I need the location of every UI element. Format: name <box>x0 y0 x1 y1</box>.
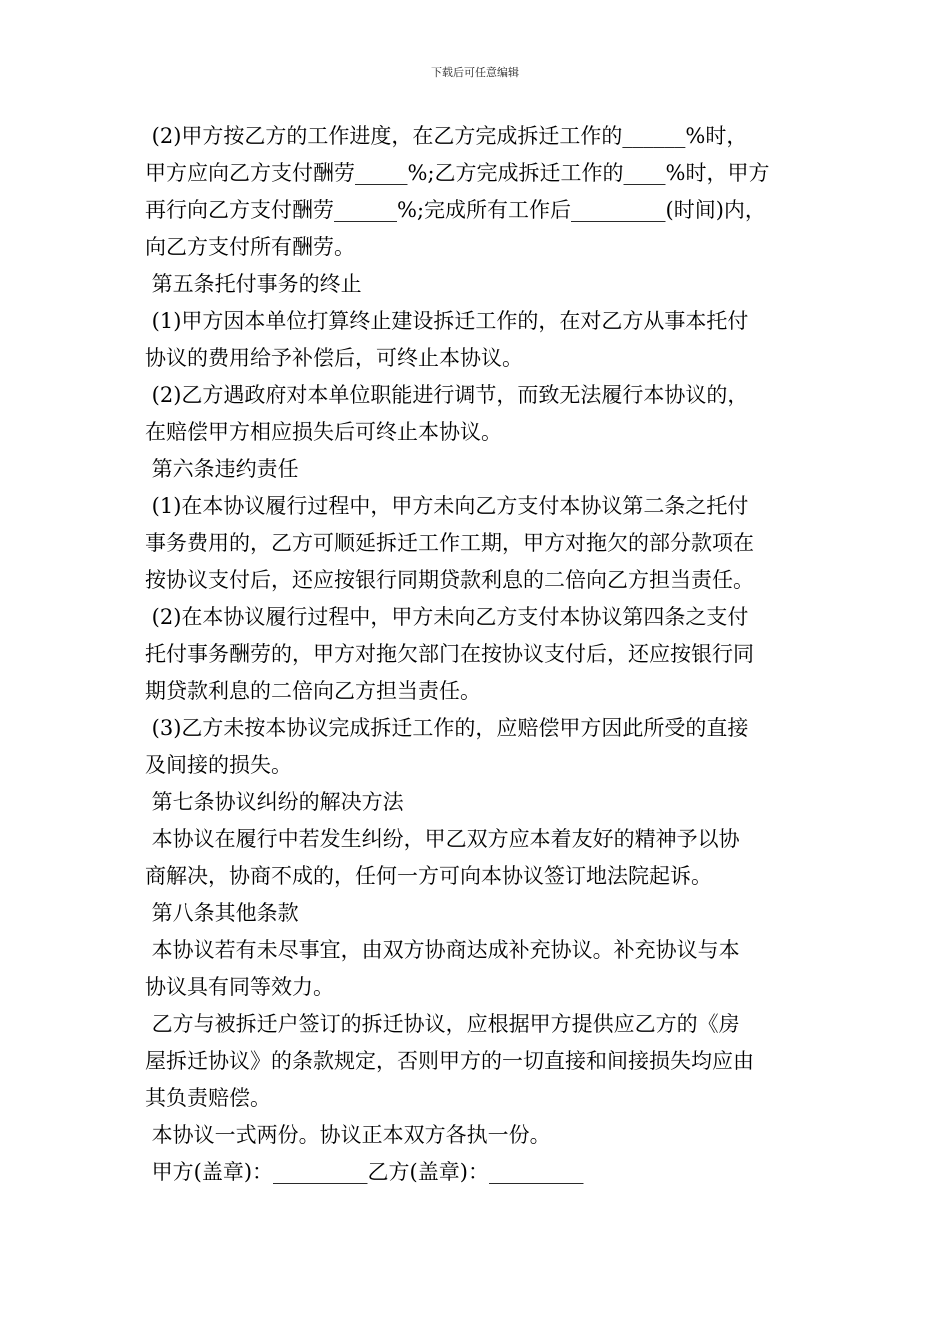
signature-line: 甲方(盖章)：_________乙方(盖章)：_________ <box>145 1160 584 1184</box>
clause-line: 托付事务酬劳的，甲方对拖欠部门在按协议支付后，还应按银行同 <box>145 642 754 666</box>
clause-line: 商解决，协商不成的，任何一方可向本协议签订地法院起诉。 <box>145 864 712 888</box>
clause-line: 屋拆迁协议》的条款规定，否则甲方的一切直接和间接损失均应由 <box>145 1049 754 1073</box>
clause-line: 本协议若有未尽事宜，由双方协商达成补充协议。补充协议与本 <box>145 938 740 962</box>
article-heading: 第八条其他条款 <box>145 901 299 925</box>
clause-line: 协议具有同等效力。 <box>145 975 334 999</box>
article-heading: 第五条托付事务的终止 <box>145 272 362 296</box>
clause-line: 及间接的损失。 <box>145 753 292 777</box>
clause-line: 甲方应向乙方支付酬劳_____%;乙方完成拆迁工作的____%时，甲方 <box>145 161 770 185</box>
clause-line: (1)甲方因本单位打算终止建设拆迁工作的，在对乙方从事本托付 <box>145 309 749 333</box>
clause-line: 向乙方支付所有酬劳。 <box>145 235 355 259</box>
clause-line: 本协议一式两份。协议正本双方各执一份。 <box>145 1123 551 1147</box>
clause-line: 按协议支付后，还应按银行同期贷款利息的二倍向乙方担当责任。 <box>145 568 754 592</box>
clause-line: 乙方与被拆迁户签订的拆迁协议，应根据甲方提供应乙方的《房 <box>145 1012 740 1036</box>
clause-line: 期贷款利息的二倍向乙方担当责任。 <box>145 679 481 703</box>
clause-line: (2)乙方遇政府对本单位职能进行调节，而致无法履行本协议的， <box>145 383 749 407</box>
document-body <box>145 118 807 1191</box>
clause-line: (2)在本协议履行过程中，甲方未向乙方支付本协议第四条之支付 <box>145 605 749 629</box>
page-header: 下载后可任意编辑 <box>431 66 519 79</box>
clause-line: 事务费用的，乙方可顺延拆迁工作工期，甲方对拖欠的部分款项在 <box>145 531 754 555</box>
clause-line: 本协议在履行中若发生纠纷，甲乙双方应本着友好的精神予以协 <box>145 827 740 851</box>
article-heading: 第七条协议纠纷的解决方法 <box>145 790 404 814</box>
clause-line: 协议的费用给予补偿后，可终止本协议。 <box>145 346 523 370</box>
clause-line: 其负责赔偿。 <box>145 1086 271 1110</box>
clause-line: 在赔偿甲方相应损失后可终止本协议。 <box>145 420 502 444</box>
clause-line: (2)甲方按乙方的工作进度，在乙方完成拆迁工作的______%时， <box>145 124 748 148</box>
article-heading: 第六条违约责任 <box>145 457 299 481</box>
clause-line: (1)在本协议履行过程中，甲方未向乙方支付本协议第二条之托付 <box>145 494 749 518</box>
clause-line: 再行向乙方支付酬劳______%;完成所有工作后_________(时间)内， <box>145 198 766 222</box>
clause-line: (3)乙方未按本协议完成拆迁工作的，应赔偿甲方因此所受的直接 <box>145 716 749 740</box>
